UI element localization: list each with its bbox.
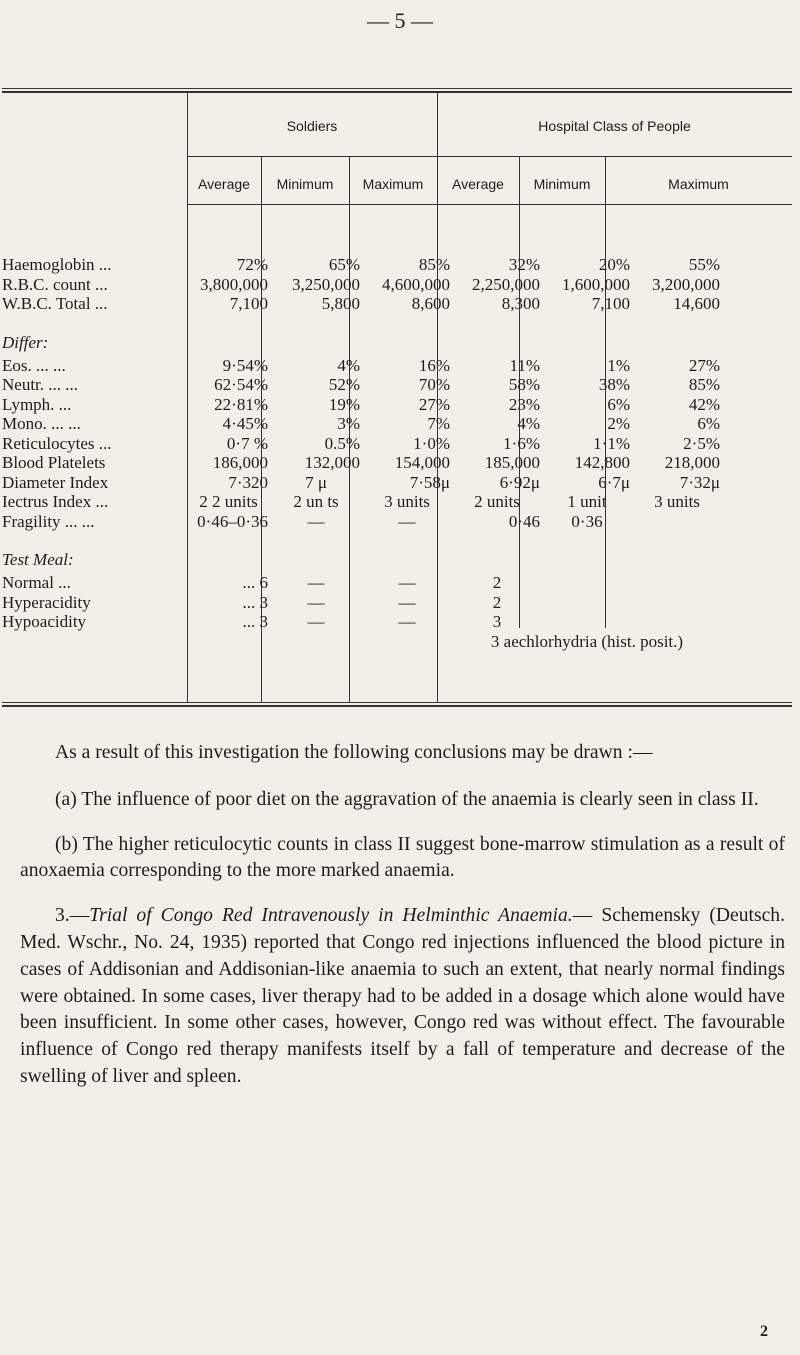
- cell: 85%: [418, 255, 450, 274]
- cell: 19%: [328, 394, 360, 414]
- cell: 5,800: [321, 294, 360, 313]
- table-row: [2, 612, 724, 632]
- cell: 65%: [328, 255, 360, 274]
- cell: —: [398, 573, 416, 592]
- section-body: Schemensky (Deutsch. Med. Wschr., No. 24, 1935) reported that Congo red injections influenced the blood picture in cases of Addisonian and Addisonian-like anaemia to such an extent, that nearly normal findings were obtained. In some cases, liver therapy had to be added in a dosage which alone would have been insufficient. In some other cases, however, Congo red was without effect. The favourable influence of Congo red therapy manifests itself by a fall of temperature and decrease of the swelling of liver and spleen.: [20, 905, 785, 1087]
- table-top-rule: [2, 88, 792, 89]
- section-label-test-meal: Test Meal:: [2, 550, 74, 569]
- table-row: [2, 453, 724, 473]
- cell: 7,100: [591, 294, 630, 313]
- table-row: [2, 356, 724, 376]
- cell: 11%: [509, 355, 540, 375]
- row-label: Iectrus Index ...: [2, 492, 109, 511]
- table-row: [2, 275, 724, 295]
- cell: 6%: [607, 394, 630, 414]
- cell: 7·32μ: [679, 472, 720, 492]
- cell: 1 unit: [567, 492, 607, 511]
- group-underline: [187, 156, 437, 157]
- cell: 14,600: [673, 294, 720, 313]
- cell: 4%: [517, 414, 540, 433]
- cell: ... 6: [242, 573, 268, 592]
- conclusion-point-b: (b) The higher reticulocytic counts in class II suggest bone-marrow stimulation as a result of anoxaemia corresponding to the more marked anaemia.: [20, 833, 785, 882]
- cell: 8,600: [411, 294, 450, 313]
- cell: —: [307, 511, 325, 531]
- table-row: [2, 512, 724, 532]
- table-row: [2, 573, 724, 593]
- cell: —: [398, 511, 416, 531]
- cell: —: [307, 592, 325, 612]
- cell: 0.5%: [324, 433, 360, 453]
- table-row: [2, 632, 724, 652]
- cell: 2·5%: [683, 433, 720, 453]
- cell: 2,250,000: [472, 274, 540, 294]
- table-row: [2, 294, 724, 314]
- table-row: [2, 375, 724, 395]
- cell: [634, 512, 724, 532]
- row-label: W.B.C. Total ...: [2, 294, 108, 313]
- table-row: [2, 395, 724, 415]
- row-label: Diameter Index: [2, 472, 109, 492]
- section-row: [2, 531, 724, 573]
- cell: 1·0%: [413, 433, 450, 453]
- cell: 27%: [418, 394, 450, 414]
- cell: 22·81%: [214, 394, 268, 414]
- cell: 8,300: [501, 294, 540, 313]
- cell: 1·1%: [593, 433, 630, 453]
- section-dash: —: [572, 905, 593, 927]
- cell: 62·54%: [214, 375, 268, 394]
- row-label: Eos. ... ...: [2, 355, 66, 375]
- cell: 2 units: [474, 492, 520, 511]
- row-label: R.B.C. count ...: [2, 274, 108, 294]
- cell: 38%: [598, 375, 630, 394]
- row-label: Reticulocytes ...: [2, 433, 112, 453]
- cell: 20%: [598, 255, 630, 274]
- table-row: [2, 414, 724, 434]
- header-underline: [187, 204, 792, 205]
- row-label: Fragility ... ...: [2, 511, 95, 531]
- cell: 185,000: [484, 453, 540, 472]
- blood-data-table: [2, 255, 724, 651]
- row-label: Normal ...: [2, 573, 71, 592]
- cell: 3%: [337, 414, 360, 433]
- column-header: Maximum: [362, 176, 424, 192]
- table-bottom-rule-thick: [2, 705, 792, 707]
- cell: —: [398, 592, 416, 612]
- cell: 4,600,000: [382, 274, 450, 294]
- cell: 1%: [607, 355, 630, 375]
- column-header: Average: [198, 176, 250, 192]
- cell: 27%: [688, 355, 720, 375]
- cell: 3 units: [384, 492, 430, 511]
- cell: —: [398, 612, 416, 631]
- cell: 7%: [427, 414, 450, 433]
- cell: 2%: [607, 414, 630, 433]
- row-label: Blood Platelets: [2, 453, 106, 472]
- cell: 3 units: [654, 492, 700, 511]
- group-header-hospital: Hospital Class of People: [538, 118, 691, 134]
- section-paragraph: [20, 903, 785, 1091]
- cell: 7,100: [229, 294, 268, 313]
- cell: 23%: [508, 394, 540, 414]
- table-row: [2, 434, 724, 454]
- cell: 0·36: [571, 511, 603, 531]
- cell: 6·7μ: [598, 472, 630, 492]
- cell: —: [307, 573, 325, 592]
- cell: 7·58μ: [409, 472, 450, 492]
- cell: 0·7 %: [226, 433, 268, 453]
- cell: 42%: [688, 394, 720, 414]
- cell: 0·46–0·36: [197, 511, 268, 531]
- section-label-differ: Differ:: [2, 332, 49, 352]
- column-header: Average: [452, 176, 504, 192]
- column-header: Minimum: [276, 176, 334, 192]
- cell: 58%: [508, 375, 540, 394]
- table-top-rule-thick: [2, 91, 792, 93]
- cell: 3,200,000: [652, 274, 720, 294]
- row-label: Haemoglobin ...: [2, 255, 112, 274]
- signature-mark: 2: [760, 1323, 768, 1340]
- cell: 154,000: [394, 453, 450, 472]
- conclusion-intro: As a result of this investigation the following conclusions may be drawn :—: [55, 742, 653, 763]
- cell: 2 2 units: [199, 492, 258, 511]
- cell: 32%: [508, 255, 540, 274]
- conclusion-point-a: (a) The influence of poor diet on the aggravation of the anaemia is clearly seen in class II.: [55, 788, 759, 810]
- page-number: — 5 —: [367, 8, 433, 33]
- cell: 2 un ts: [293, 492, 339, 511]
- group-header-soldiers: Soldiers: [286, 118, 338, 134]
- cell: 3: [492, 612, 502, 631]
- row-label: Mono. ... ...: [2, 414, 81, 433]
- cell: 7 μ: [305, 472, 327, 492]
- row-label: Hypoacidity: [2, 612, 87, 631]
- cell: ... 3: [242, 612, 268, 631]
- section-number: 3.—: [55, 905, 90, 927]
- cell: 186,000: [212, 453, 268, 472]
- cell: 3,800,000: [200, 274, 268, 294]
- cell: 55%: [688, 255, 720, 274]
- table-row: [2, 492, 724, 512]
- column-header: Minimum: [533, 176, 591, 192]
- body-text: [20, 740, 785, 1109]
- cell: 4%: [337, 355, 360, 375]
- section-row: [2, 314, 724, 356]
- cell: 1·6%: [503, 433, 540, 453]
- table-row: [2, 593, 724, 613]
- cell: 85%: [688, 375, 720, 394]
- cell: 70%: [418, 375, 450, 394]
- row-label: Lymph. ...: [2, 394, 72, 414]
- cell: 132,000: [304, 453, 360, 472]
- achlorhydria-note: 3 aechlorhydria (hist. posit.): [490, 631, 684, 651]
- cell: 3,250,000: [292, 274, 360, 294]
- cell: 7·320: [228, 472, 268, 492]
- cell: —: [307, 612, 325, 631]
- cell: 142,800: [574, 453, 630, 472]
- table-row: [2, 255, 724, 275]
- column-header: Maximum: [668, 176, 729, 192]
- cell: 2: [492, 592, 502, 612]
- table-bottom-rule: [2, 702, 792, 703]
- cell: 72%: [236, 255, 268, 274]
- row-label: Neutr. ... ...: [2, 375, 79, 394]
- section-title: Trial of Congo Red Intravenously in Helminthic Anaemia.: [89, 905, 573, 927]
- cell: 6%: [697, 414, 720, 433]
- cell: 52%: [328, 375, 360, 394]
- cell: ... 3: [242, 592, 268, 612]
- cell: 6·92μ: [499, 472, 540, 492]
- group-underline: [437, 156, 792, 157]
- cell: 4·45%: [222, 414, 268, 433]
- table-row: [2, 473, 724, 493]
- cell: 16%: [418, 355, 450, 375]
- cell: 218,000: [664, 453, 720, 472]
- cell: 9·54%: [222, 355, 268, 375]
- row-label: Hyperacidity: [2, 592, 91, 612]
- cell: 2: [492, 573, 502, 592]
- cell: 0·46: [508, 511, 540, 531]
- cell: 1,600,000: [562, 274, 630, 294]
